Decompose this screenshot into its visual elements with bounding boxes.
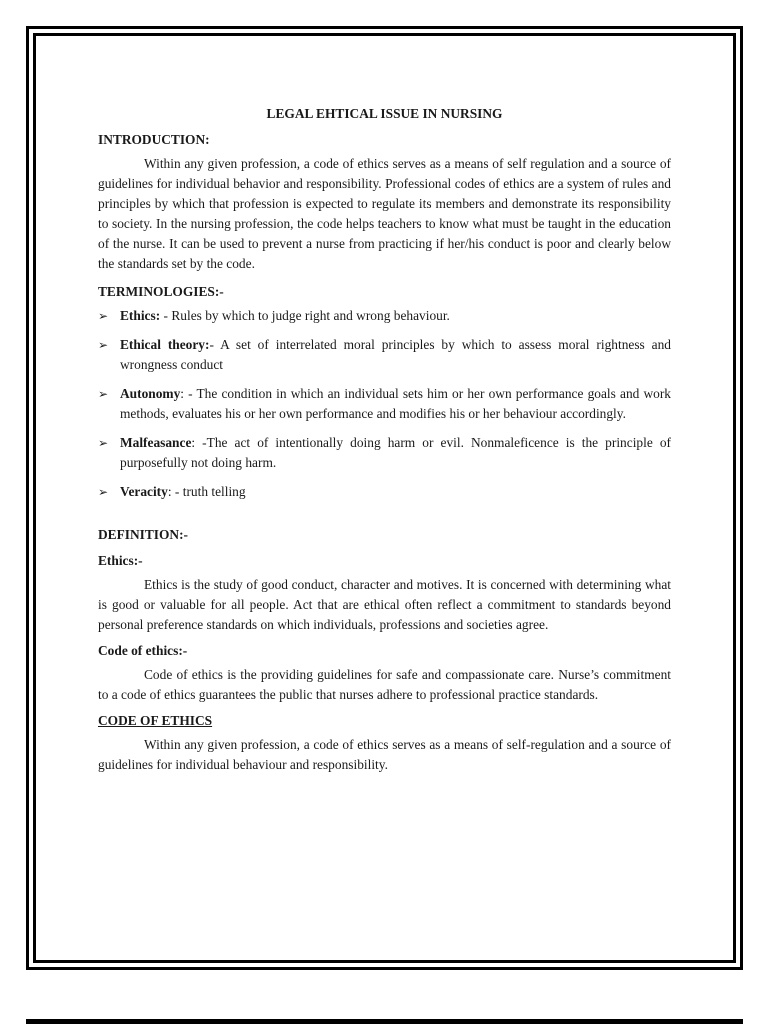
introduction-heading: INTRODUCTION: [98,132,210,147]
term-label: Malfeasance [120,435,192,450]
document-content [98,104,671,781]
ethics-paragraph: Ethics is the study of good conduct, character and motives. It is concerned with determining what is good or valuable for all people. Act that are ethical often reflect a commitment to standards beyond personal preference standards on which individuals, professions and societies agree. [98,577,671,632]
code-of-ethics-heading: CODE OF ETHICS [98,713,213,728]
definition-heading: DEFINITION:- [98,527,189,542]
term-label: Autonomy [120,386,181,401]
spacer [98,511,671,525]
term-definition: : - The condition in which an individual sets him or her own performance goals and work methods, evaluates his or her own performance and modifies his or her behaviour accordingly. [120,386,671,421]
document-title: LEGAL EHTICAL ISSUE IN NURSING [266,106,503,121]
term-label: Ethical theory: [120,337,210,352]
arrow-bullet-icon: ➢ [98,309,109,323]
term-definition: - Rules by which to judge right and wrong behaviour. [160,308,450,323]
list-item [98,384,671,424]
list-item [98,335,671,375]
arrow-bullet-icon: ➢ [98,436,109,450]
introduction-paragraph: Within any given profession, a code of ethics serves as a means of self regulation and a source of guidelines for individual behavior and responsibility. Professional codes of ethics are a system of rules and principles by which that profession is expected to regulate its members and demonstrate its responsibility to society. In the nursing profession, the code helps teachers to know what must be taught in the education of the nurse. It can be used to prevent a nurse from practicing if her/his conduct is poor and clearly below the standards set by the code. [98,156,671,271]
list-item [98,482,671,502]
code-of-ethics-paragraph: Within any given profession, a code of ethics serves as a means of self-regulation and a source of guidelines for individual behaviour and responsibility. [98,737,671,772]
ethics-subheading: Ethics:- [98,553,143,568]
arrow-bullet-icon: ➢ [98,387,109,401]
term-definition: - A set of interrelated moral principles by which to assess moral rightness and wrongness conduct [120,337,671,372]
terminology-list [98,306,671,502]
term-definition: : - truth telling [167,484,246,499]
code-of-ethics-definition: Code of ethics is the providing guidelines for safe and compassionate care. Nurse’s commitment to a code of ethics guarantees the public that nurses adhere to professional practice standards. [98,667,671,702]
terminologies-heading: TERMINOLOGIES:- [98,284,224,299]
list-item [98,306,671,326]
next-page-border [26,1019,743,1024]
arrow-bullet-icon: ➢ [98,485,109,499]
term-label: Ethics: [120,308,161,323]
arrow-bullet-icon: ➢ [98,338,109,352]
list-item [98,433,671,473]
term-definition: : -The act of intentionally doing harm or evil. Nonmaleficence is the principle of purposefully not doing harm. [120,435,671,470]
term-label: Veracity [120,484,168,499]
code-of-ethics-subheading: Code of ethics:- [98,643,188,658]
